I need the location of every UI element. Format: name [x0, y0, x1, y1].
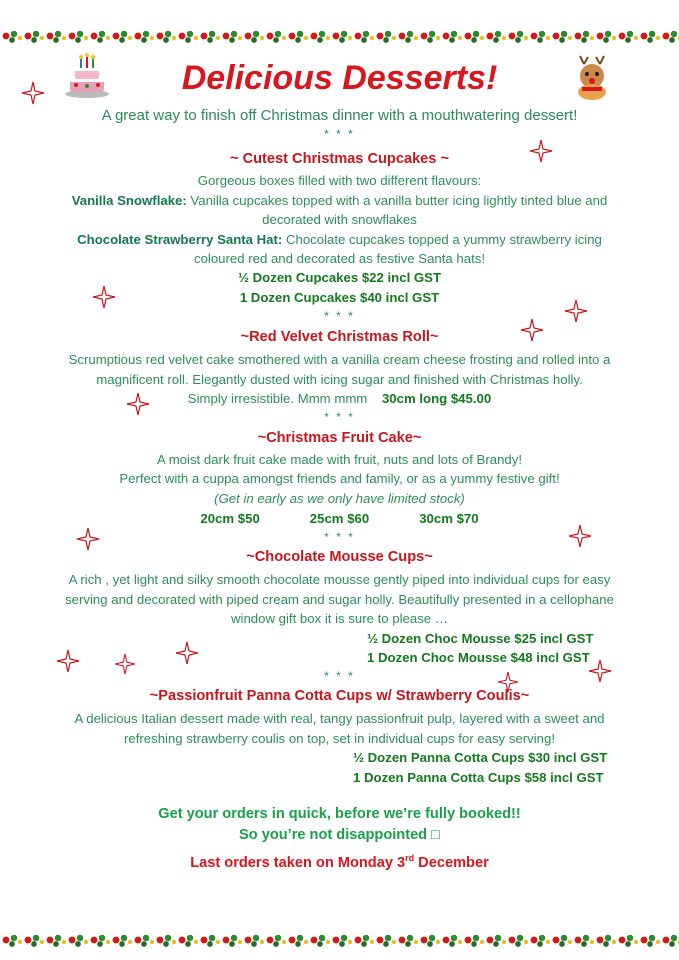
- cupcakes-price-half: ½ Dozen Cupcakes $22 incl GST: [237, 270, 441, 285]
- fruitcake-text: A moist dark fruit cake made with fruit, nuts and lots of Brandy!: [156, 452, 523, 467]
- separator: * * *: [324, 669, 355, 683]
- separator: * * *: [324, 127, 355, 141]
- separator: * * *: [324, 410, 355, 424]
- roll-text-price-line: [0, 389, 679, 408]
- fruitcake-size-30: 30cm $70: [419, 511, 479, 526]
- mousse-text: A rich , yet light and silky smooth chocolate mousse gently piped into individual cups for easy: [68, 572, 611, 587]
- sparkle-icon: [176, 640, 198, 666]
- page-title: Delicious Desserts!: [181, 59, 498, 97]
- cupcakes-choc-line2: coloured red and decorated as festive Santa hats!: [193, 251, 486, 266]
- roll-text: Scrumptious red velvet cake smothered with a vanilla cream cheese frosting and rolled into a: [68, 352, 611, 367]
- mousse-price-half: ½ Dozen Choc Mousse $25 incl GST: [367, 631, 594, 646]
- cta-last-orders-month: December: [414, 854, 489, 871]
- cta-orders: Get your orders in quick, before we’re fully booked!!: [158, 806, 521, 822]
- cupcakes-heading: ~ Cutest Christmas Cupcakes ~: [230, 151, 449, 167]
- fruitcake-heading: ~Christmas Fruit Cake~: [257, 430, 422, 446]
- cta-last-orders: [0, 849, 679, 873]
- holly-border-top: [0, 28, 679, 44]
- vanilla-text: Vanilla cupcakes topped with a vanilla butter icing lightly tinted blue and: [186, 193, 608, 208]
- fruitcake-size-25: 25cm $60: [309, 511, 370, 526]
- mousse-heading: ~Chocolate Mousse Cups~: [246, 549, 433, 565]
- pannacotta-heading: ~Passionfruit Panna Cotta Cups w/ Strawberry Coulis~: [149, 688, 530, 704]
- roll-text: magnificent roll. Elegantly dusted with icing sugar and finished with Christmas holly.: [96, 372, 583, 387]
- cta-last-orders-text: Last orders taken on Monday 3: [190, 854, 406, 871]
- roll-price: 30cm long $45.00: [381, 391, 492, 406]
- cupcakes-choc-line: [0, 230, 679, 249]
- holly-border-bottom: [0, 932, 679, 948]
- pannacotta-price-dozen: 1 Dozen Panna Cotta Cups $58 incl GST: [353, 770, 604, 785]
- cupcakes-vanilla-line: [0, 191, 679, 210]
- fruitcake-text: Perfect with a cuppa amongst friends and family, or as a yummy festive gift!: [119, 471, 560, 486]
- roll-text: Simply irresistible. Mmm mmm: [187, 391, 368, 406]
- cupcakes-text: Gorgeous boxes filled with two different flavours:: [197, 173, 482, 188]
- mousse-text: serving and decorated with piped cream and sugar holly. Beautifully presented in a cellophane: [65, 592, 614, 607]
- cta-ordinal: rd: [405, 853, 415, 863]
- intro-text: A great way to finish off Christmas dinner with a mouthwatering dessert!: [101, 107, 578, 124]
- roll-heading: ~Red Velvet Christmas Roll~: [240, 329, 439, 345]
- pannacotta-text: A delicious Italian dessert made with real, tangy passionfruit pulp, layered with a sweet and: [74, 711, 605, 726]
- pannacotta-text: refreshing strawberry coulis on top, set in individual cups for easy serving!: [124, 731, 555, 746]
- fruitcake-size-20: 20cm $50: [200, 511, 260, 526]
- mousse-text: window gift box it is sure to please …: [231, 611, 448, 626]
- cupcakes-vanilla-line2: decorated with snowflakes: [262, 212, 417, 227]
- mousse-price-dozen: 1 Dozen Choc Mousse $48 incl GST: [367, 650, 590, 665]
- cupcakes-price-dozen: 1 Dozen Cupcakes $40 incl GST: [239, 290, 440, 305]
- separator: * * *: [324, 530, 355, 544]
- pannacotta-price-half: ½ Dozen Panna Cotta Cups $30 incl GST: [353, 750, 608, 765]
- cta-disappointed: So you’re not disappointed □: [239, 827, 440, 843]
- fruitcake-note: (Get in early as we only have limited stock): [214, 491, 465, 506]
- vanilla-label: Vanilla Snowflake:: [71, 193, 187, 208]
- separator: * * *: [324, 309, 355, 323]
- fruitcake-prices: [0, 509, 679, 528]
- choc-label: Chocolate Strawberry Santa Hat:: [77, 232, 283, 247]
- choc-text: Chocolate cupcakes topped a yummy strawberry icing: [282, 232, 602, 247]
